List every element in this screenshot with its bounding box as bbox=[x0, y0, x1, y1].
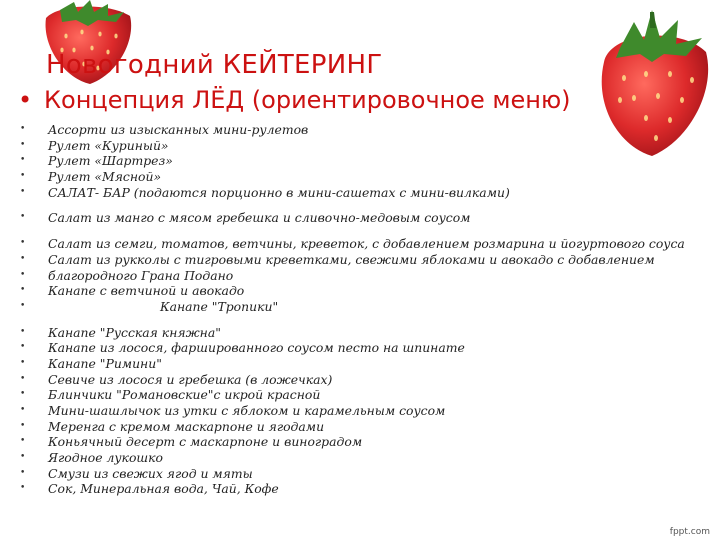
bullet-icon: • bbox=[20, 155, 26, 166]
menu-item-text: Салат из семги, томатов, ветчины, креветок, с добавлением розмарина и йогуртового соуса bbox=[48, 236, 685, 252]
bullet-icon: • bbox=[20, 300, 26, 311]
menu-item-text: Блинчики "Романовские"с икрой красной bbox=[48, 387, 321, 403]
bullet-icon: • bbox=[20, 285, 26, 296]
menu-item bbox=[20, 153, 700, 169]
menu-item bbox=[20, 466, 700, 482]
bullet-icon: • bbox=[20, 139, 26, 150]
menu-item bbox=[20, 122, 700, 138]
bullet-icon: • bbox=[20, 420, 26, 431]
footer-watermark: fppt.com bbox=[669, 527, 710, 537]
menu-item bbox=[20, 419, 700, 435]
menu-item-text: Коньячный десерт с маскарпоне и виноградом bbox=[48, 434, 363, 450]
menu-item bbox=[20, 356, 700, 372]
menu-item-text: Канапе с ветчиной и авокадо bbox=[48, 283, 245, 299]
menu-item-text: благородного Грана Подано bbox=[48, 267, 234, 283]
menu-item bbox=[20, 210, 700, 226]
subtitle-row bbox=[18, 86, 571, 114]
menu-group bbox=[20, 210, 700, 226]
menu-item bbox=[20, 169, 700, 185]
menu-item-text: Севиче из лосося и гребешка (в ложечках) bbox=[48, 371, 333, 387]
menu-item-text: Ягодное лукошко bbox=[48, 450, 164, 466]
menu-item-text: Сок, Минеральная вода, Чай, Кофе bbox=[48, 481, 279, 497]
menu-group bbox=[20, 236, 700, 314]
menu-item-text: Салат из манго с мясом гребешка и сливочно-медовым соусом bbox=[48, 210, 471, 226]
menu-item-text: САЛАТ- БАР (подаются порционно в мини-сашетах с мини-вилками) bbox=[48, 184, 510, 200]
bullet-icon: • bbox=[20, 186, 26, 197]
menu-item bbox=[20, 403, 700, 419]
bullet-icon: • bbox=[20, 326, 26, 337]
bullet-icon: • bbox=[20, 436, 26, 447]
menu-item bbox=[20, 236, 700, 252]
menu-item bbox=[20, 372, 700, 388]
menu-item bbox=[20, 481, 700, 497]
menu-item bbox=[20, 299, 700, 315]
menu-item-text: Салат из рукколы с тигровыми креветками, свежими яблоками и авокадо с добавлением bbox=[48, 251, 655, 267]
menu-item bbox=[20, 268, 700, 284]
menu-item-text: Рулет «Шартрез» bbox=[48, 153, 173, 169]
bullet-icon: • bbox=[20, 467, 26, 478]
menu-group bbox=[20, 325, 700, 498]
menu-item bbox=[20, 434, 700, 450]
menu-item-text: Канапе "Римини" bbox=[48, 355, 162, 371]
bullet-icon: • bbox=[20, 212, 26, 223]
bullet-icon: • bbox=[20, 342, 26, 353]
bullet-icon: • bbox=[20, 269, 26, 280]
menu-item bbox=[20, 252, 700, 268]
bullet-icon: • bbox=[20, 452, 26, 463]
menu-item-text: Канапе из лосося, фаршированного соусом песто на шпинате bbox=[48, 340, 465, 356]
menu-item-text: Канапе "Тропики" bbox=[160, 298, 279, 314]
subtitle: Концепция ЛЁД (ориентировочное меню) bbox=[44, 86, 571, 114]
menu-item bbox=[20, 450, 700, 466]
menu-item-text: Ассорти из изысканных мини-рулетов bbox=[48, 122, 309, 137]
menu-item-text: Канапе "Русская княжна" bbox=[48, 324, 221, 340]
bullet-icon: • bbox=[20, 253, 26, 264]
menu-group bbox=[20, 122, 700, 200]
bullet-icon: • bbox=[20, 124, 26, 134]
bullet-icon: • bbox=[20, 373, 26, 384]
bullet-icon: • bbox=[20, 389, 26, 400]
bullet-icon: • bbox=[20, 171, 26, 182]
menu-item bbox=[20, 185, 700, 201]
menu-item-text: Рулет «Куриный» bbox=[48, 137, 169, 153]
menu-item bbox=[20, 138, 700, 154]
menu-item bbox=[20, 387, 700, 403]
bullet-icon: • bbox=[20, 483, 26, 494]
menu-item-text: Рулет «Мясной» bbox=[48, 169, 162, 185]
page-title: Новогодний КЕЙТЕРИНГ bbox=[46, 50, 383, 80]
menu-item bbox=[20, 340, 700, 356]
menu-item bbox=[20, 325, 700, 341]
bullet-icon: • bbox=[18, 86, 33, 114]
bullet-icon: • bbox=[20, 357, 26, 368]
menu-item bbox=[20, 283, 700, 299]
menu-list bbox=[20, 122, 700, 507]
menu-item-text: Меренга с кремом маскарпоне и ягодами bbox=[48, 418, 325, 434]
bullet-icon: • bbox=[20, 405, 26, 415]
menu-item-text: Мини-шашлычок из утки с яблоком и карамельным соусом bbox=[48, 403, 446, 418]
bullet-icon: • bbox=[20, 238, 26, 249]
menu-item-text: Смузи из свежих ягод и мяты bbox=[48, 465, 253, 481]
